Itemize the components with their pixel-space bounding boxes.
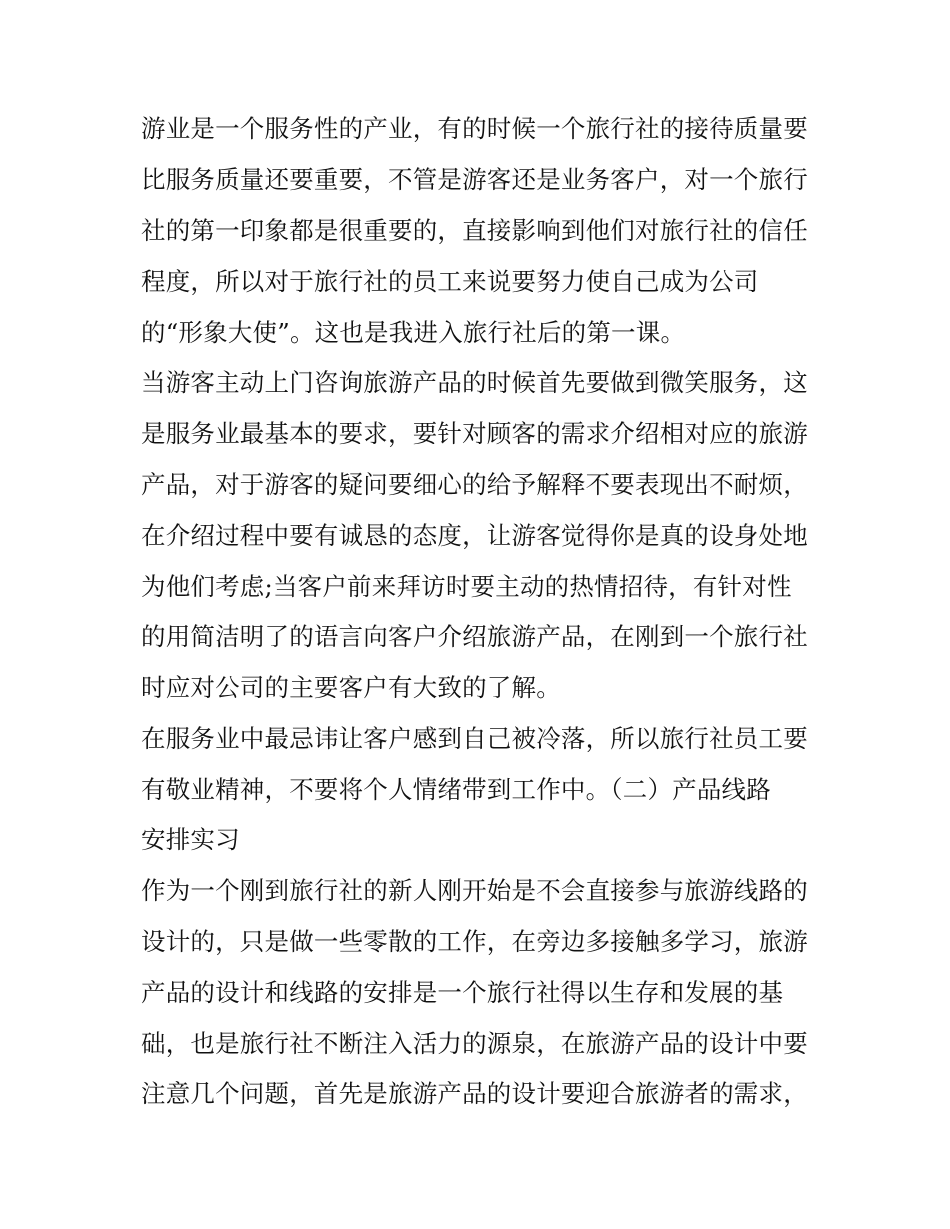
- text-line: 作为一个刚到旅行社的新人刚开始是不会直接参与旅游线路的: [141, 876, 808, 905]
- text-line: 的“形象大使”。这也是我进入旅行社后的第一课。: [141, 318, 686, 347]
- text-line: 产品，对于游客的疑问要细心的给予解释不要表现出不耐烦，: [141, 470, 808, 499]
- text-line: 程度，所以对于旅行社的员工来说要努力使自己成为公司: [141, 267, 759, 296]
- text-line: 在服务业中最忌讳让客户感到自己被冷落，所以旅行社员工要: [141, 724, 808, 753]
- text-line: 时应对公司的主要客户有大致的了解。: [141, 673, 561, 702]
- text-line: 社的第一印象都是很重要的，直接影响到他们对旅行社的信任: [141, 216, 808, 245]
- text-line: 有敬业精神，不要将个人情绪带到工作中。（二）产品线路: [141, 775, 771, 804]
- text-line: 础，也是旅行社不断注入活力的源泉，在旅游产品的设计中要: [141, 1029, 808, 1058]
- text-line: 是服务业最基本的要求，要针对顾客的需求介绍相对应的旅游: [141, 419, 808, 448]
- text-line: 的用简洁明了的语言向客户介绍旅游产品，在刚到一个旅行社: [141, 622, 808, 651]
- text-line: 为他们考虑;当客户前来拜访时要主动的热情招待，有针对性: [141, 572, 792, 601]
- text-line: 比服务质量还要重要，不管是游客还是业务客户，对一个旅行: [141, 165, 808, 194]
- text-line: 在介绍过程中要有诚恳的态度，让游客觉得你是真的设身处地: [141, 521, 808, 550]
- text-line: 产品的设计和线路的安排是一个旅行社得以生存和发展的基: [141, 978, 784, 1007]
- text-line: 注意几个问题，首先是旅游产品的设计要迎合旅游者的需求，: [141, 1079, 808, 1108]
- text-line: 安排实习: [141, 825, 240, 854]
- text-line: 设计的，只是做一些零散的工作，在旁边多接触多学习，旅游: [141, 927, 808, 956]
- text-line: 当游客主动上门咨询旅游产品的时候首先要做到微笑服务，这: [141, 368, 808, 397]
- text-line: 游业是一个服务性的产业，有的时候一个旅行社的接待质量要: [141, 114, 808, 143]
